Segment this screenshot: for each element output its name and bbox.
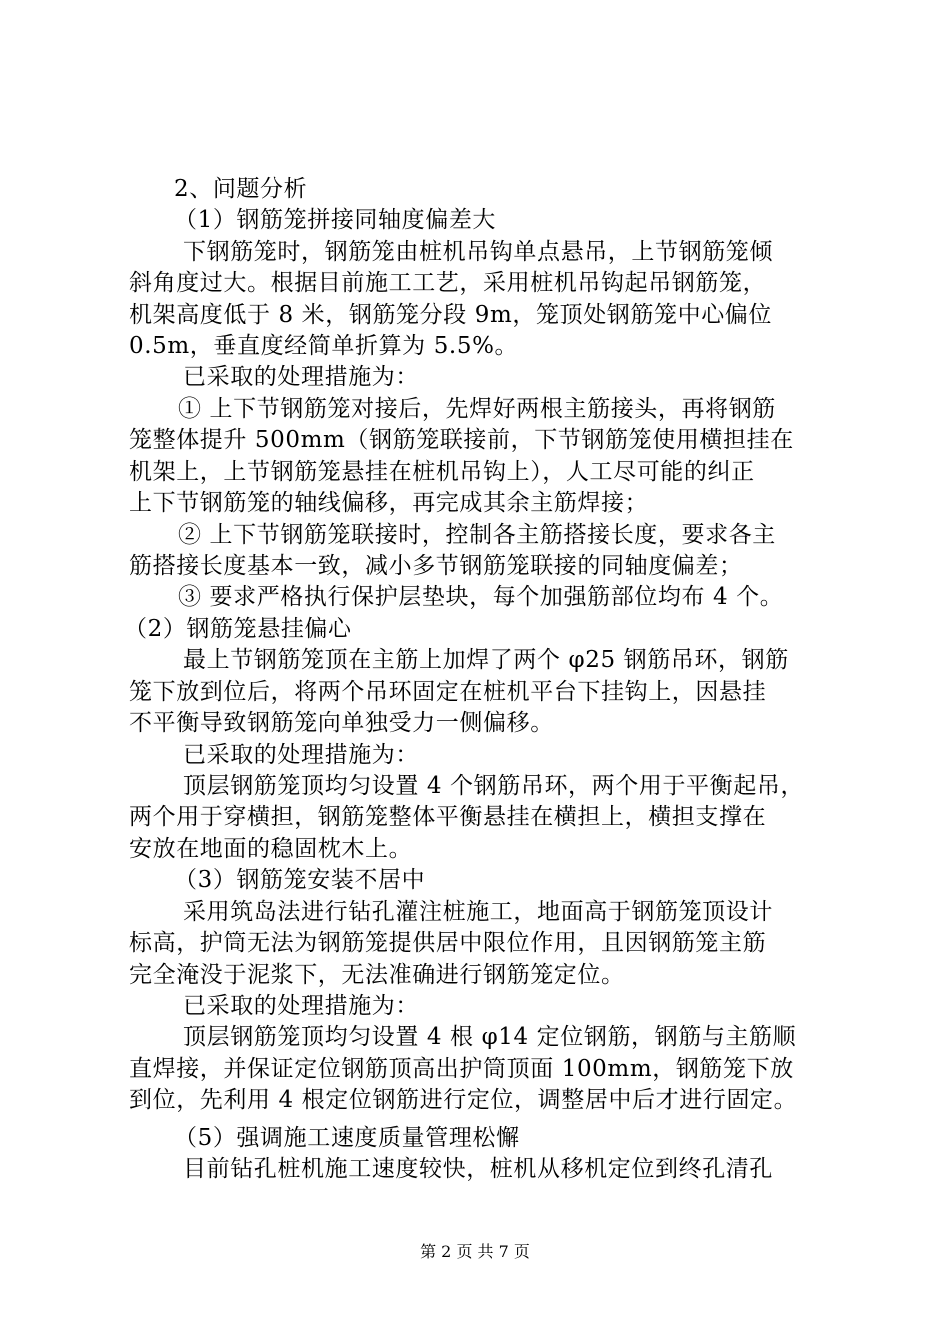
- paragraph-line: 到位，先利用 4 根定位钢筋进行定位，调整居中后才进行固定。: [129, 1087, 798, 1113]
- paragraph-line: 顶层钢筋笼顶均匀设置 4 个钢筋吊环，两个用于平衡起吊，: [183, 773, 805, 799]
- paragraph-line: 0.5m，垂直度经简单折算为 5.5%。: [129, 333, 519, 359]
- section-heading: 2、问题分析: [174, 176, 308, 202]
- subsection-heading: （1）钢筋笼拼接同轴度偏差大: [174, 207, 497, 233]
- paragraph-line: 最上节钢筋笼顶在主筋上加焊了两个 φ25 钢筋吊环，钢筋: [183, 647, 789, 673]
- paragraph-line: 采用筑岛法进行钻孔灌注桩施工，地面高于钢筋笼顶设计: [183, 899, 773, 925]
- paragraph-line: 已采取的处理措施为：: [183, 993, 419, 1019]
- paragraph-line: ③ 要求严格执行保护层垫块，每个加强筋部位均布 4 个。: [178, 584, 784, 610]
- paragraph-line: ① 上下节钢筋笼对接后，先焊好两根主筋接头，再将钢筋: [178, 396, 776, 422]
- subsection-heading: （5）强调施工速度质量管理松懈: [174, 1125, 520, 1151]
- paragraph-line: 目前钻孔桩机施工速度较快，桩机从移机定位到终孔清孔: [183, 1156, 773, 1182]
- paragraph-line: 已采取的处理措施为：: [183, 742, 419, 768]
- paragraph-line: 机架上，上节钢筋笼悬挂在桩机吊钩上），人工尽可能的纠正: [129, 459, 755, 485]
- paragraph-line: 笼下放到位后，将两个吊环固定在桩机平台下挂钩上，因悬挂: [129, 679, 767, 705]
- subsection-heading: （2）钢筋笼悬挂偏心: [124, 616, 352, 642]
- paragraph-line: 斜角度过大。根据目前施工工艺，采用桩机吊钩起吊钢筋笼，: [129, 270, 767, 296]
- page-number-footer: 第 2 页 共 7 页: [420, 1242, 530, 1261]
- paragraph-line: 直焊接，并保证定位钢筋顶高出护筒顶面 100mm，钢筋笼下放: [129, 1056, 794, 1082]
- paragraph-line: 已采取的处理措施为：: [183, 364, 419, 390]
- paragraph-line: 两个用于穿横担，钢筋笼整体平衡悬挂在横担上，横担支撑在: [129, 804, 767, 830]
- paragraph-line: 筋搭接长度基本一致，减小多节钢筋笼联接的同轴度偏差；: [129, 553, 743, 579]
- paragraph-line: 笼整体提升 500mm（钢筋笼联接前，下节钢筋笼使用横担挂在: [129, 427, 794, 453]
- paragraph-line: 顶层钢筋笼顶均匀设置 4 根 φ14 定位钢筋，钢筋与主筋顺: [183, 1024, 797, 1050]
- paragraph-line: 标高，护筒无法为钢筋笼提供居中限位作用，且因钢筋笼主筋: [129, 930, 767, 956]
- subsection-heading: （3）钢筋笼安装不居中: [174, 867, 426, 893]
- paragraph-line: 下钢筋笼时，钢筋笼由桩机吊钩单点悬吊，上节钢筋笼倾: [183, 239, 773, 265]
- paragraph-line: 完全淹没于泥浆下，无法准确进行钢筋笼定位。: [129, 962, 625, 988]
- paragraph-line: 安放在地面的稳固枕木上。: [129, 836, 413, 862]
- paragraph-line: 机架高度低于 8 米，钢筋笼分段 9m，笼顶处钢筋笼中心偏位: [129, 302, 773, 328]
- paragraph-line: 不平衡导致钢筋笼向单独受力一侧偏移。: [129, 710, 554, 736]
- paragraph-line: 上下节钢筋笼的轴线偏移，再完成其余主筋焊接；: [129, 490, 649, 516]
- paragraph-line: ② 上下节钢筋笼联接时，控制各主筋搭接长度，要求各主: [178, 522, 776, 548]
